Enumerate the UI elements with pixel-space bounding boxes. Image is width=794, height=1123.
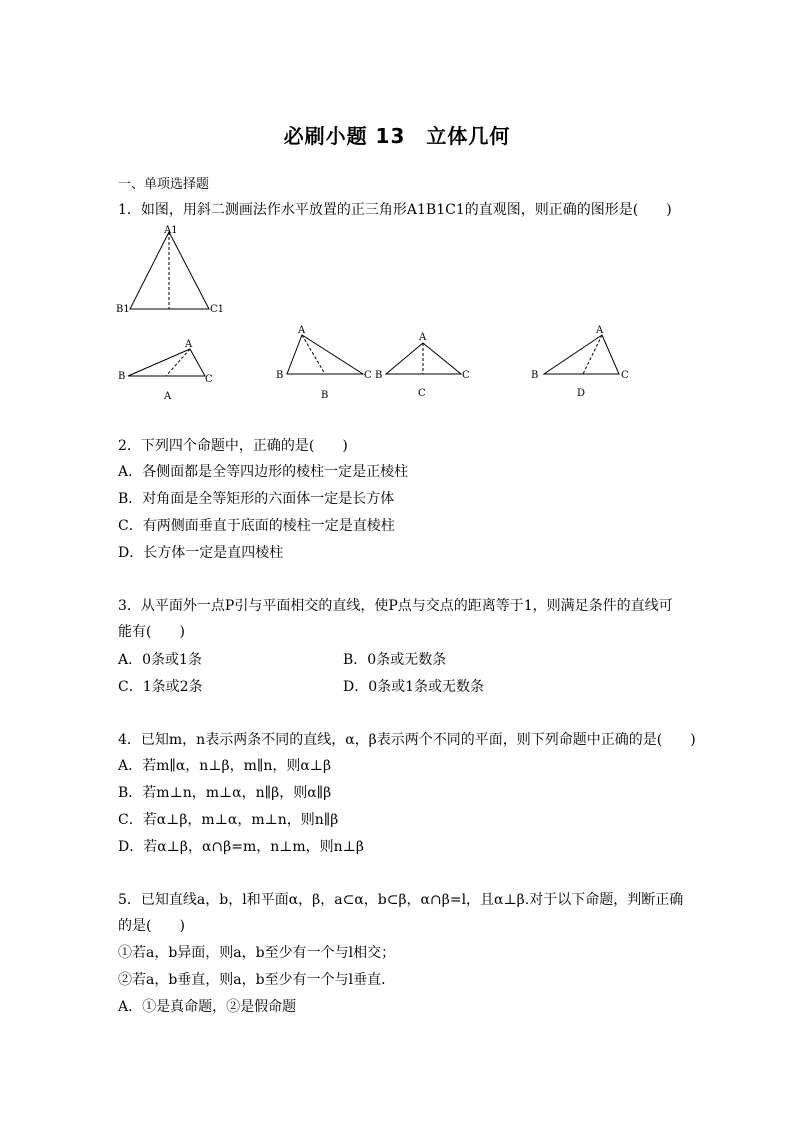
question-5-statement-2: ②若a，b垂直，则a，b至少有一个与l垂直．: [118, 972, 396, 988]
question-4-option-b: B．若m⊥n，m⊥α，n∥β，则α∥β: [118, 785, 332, 801]
question-2-stem: 2．下列四个命题中，正确的是( ): [118, 438, 348, 454]
option-a-caption: A: [164, 391, 172, 402]
label-a1: A1: [164, 225, 178, 236]
original-triangle: [130, 232, 209, 309]
option-d-label-a: A: [596, 325, 604, 336]
question-3-option-a: A．0条或1条: [118, 652, 202, 668]
option-b-label-a: A: [298, 325, 306, 336]
option-c-caption: C: [418, 388, 426, 399]
option-a-diagram: [128, 349, 205, 376]
question-3-option-b: B．0条或无数条: [343, 652, 447, 668]
question-3-option-d: D．0条或1条或无数条: [343, 679, 485, 695]
option-a-label-a: A: [185, 339, 193, 350]
label-c1: C1: [210, 304, 225, 315]
section-heading: 一、单项选择题: [118, 177, 210, 192]
label-b1: B1: [116, 304, 130, 315]
question-2-option-c: C．有两侧面垂直于底面的棱柱一定是直棱柱: [118, 518, 395, 534]
option-b-label-b: B: [276, 370, 284, 381]
question-2-option-a: A．各侧面都是全等四边形的棱柱一定是正棱柱: [118, 464, 409, 480]
question-4-option-d: D．若α⊥β，α∩β=m，n⊥m，则n⊥β: [118, 839, 364, 855]
option-a-label-c: C: [205, 374, 213, 385]
question-1-figure: [0, 222, 794, 422]
question-3-stem-line2: 能有( ): [118, 624, 185, 640]
page-title: 必刷小题 13 立体几何: [283, 124, 511, 148]
option-c-label-c: C: [462, 370, 470, 381]
option-d-label-c: C: [621, 370, 629, 381]
question-4-stem: 4．已知m，n表示两条不同的直线，α，β表示两个不同的平面，则下列命题中正确的是( ): [118, 732, 696, 748]
option-b-caption: B: [321, 390, 329, 401]
question-2-option-b: B．对角面是全等矩形的六面体一定是长方体: [118, 491, 395, 507]
question-4-option-a: A．若m∥α，n⊥β，m∥n，则α⊥β: [118, 758, 332, 774]
question-5-stem-line1: 5．已知直线a，b，l和平面α，β，a⊂α，b⊂β，α∩β=l，且α⊥β.对于以下命题，判断正确: [118, 892, 684, 908]
option-d-diagram: [544, 335, 619, 374]
question-5-option-a: A．①是真命题，②是假命题: [118, 999, 297, 1015]
option-b-label-c: C: [364, 370, 372, 381]
option-d-caption: D: [577, 388, 586, 399]
question-2-option-d: D．长方体一定是直四棱柱: [118, 545, 284, 561]
option-b-diagram: [287, 335, 363, 374]
question-3-stem-line1: 3．从平面外一点P引与平面相交的直线，使P点与交点的距离等于1，则满足条件的直线可: [118, 598, 673, 614]
question-5-stem-line2: 的是( ): [118, 918, 185, 934]
question-3-option-c: C．1条或2条: [118, 679, 203, 695]
option-c-diagram: [386, 343, 461, 374]
option-c-label-a: A: [419, 332, 427, 343]
option-d-label-b: B: [531, 370, 539, 381]
question-1-stem: 1．如图，用斜二测画法作水平放置的正三角形A1B1C1的直观图，则正确的图形是( ): [118, 202, 672, 218]
question-4-option-c: C．若α⊥β，m⊥α，m⊥n，则n∥β: [118, 812, 339, 828]
question-5-statement-1: ①若a，b异面，则a，b至少有一个与l相交；: [118, 945, 396, 961]
option-c-label-b: B: [375, 370, 383, 381]
option-a-label-b: B: [118, 371, 126, 382]
